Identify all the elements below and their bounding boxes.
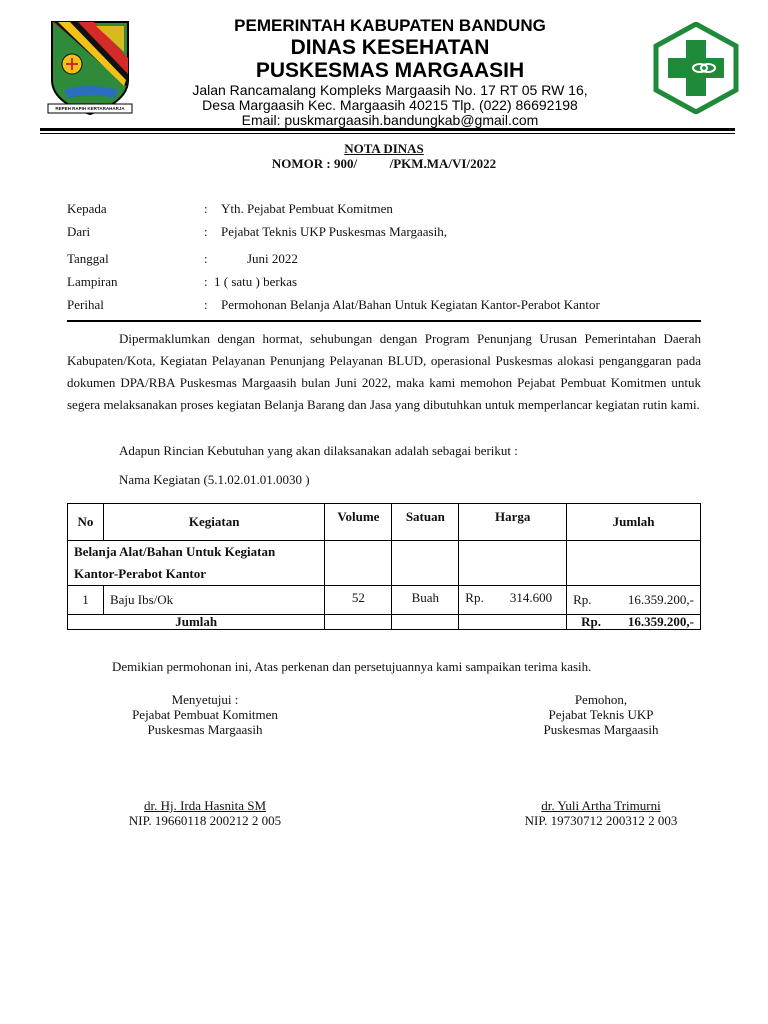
sig-left-line2: Pejabat Pembuat Komitmen — [132, 707, 278, 722]
empty-cell — [459, 541, 567, 586]
table-total-row — [68, 615, 701, 630]
sig-left-name: dr. Hj. Irda Hasnita SM — [143, 798, 267, 813]
meta-value-perihal: Permohonan Belanja Alat/Bahan Untuk Kegiatan Kantor-Perabot Kantor — [221, 297, 600, 312]
meta-label-lampiran: Lampiran — [67, 274, 118, 289]
nama-kegiatan: Nama Kegiatan (5.1.02.01.01.0030 ) — [119, 472, 310, 487]
table-header-row — [68, 504, 701, 541]
header-kegiatan: Kegiatan — [103, 504, 324, 541]
signature-block-right — [496, 692, 706, 828]
row-jumlah-value: 16.359.200,- — [627, 592, 694, 607]
empty-cell — [392, 615, 459, 630]
sig-left-nip: NIP. 19660118 200212 2 005 — [128, 813, 282, 828]
meta-value-tanggal: Juni 2022 — [221, 251, 298, 266]
meta-colon: : — [204, 274, 208, 289]
body-paragraph-2: Adapun Rincian Kebutuhan yang akan dilaksanakan adalah sebagai berikut : — [119, 443, 518, 458]
header-satuan: Satuan — [392, 504, 459, 541]
letterhead-email: Email: puskmargaasih.bandungkab@gmail.com — [241, 112, 539, 128]
row-kegiatan: Baju Ibs/Ok — [103, 586, 324, 615]
meta-colon: : — [204, 251, 208, 266]
letterhead-divider-thin — [40, 133, 735, 134]
row-jumlah-currency: Rp. — [573, 592, 592, 607]
empty-cell — [459, 615, 567, 630]
signature-space — [100, 737, 310, 798]
total-value: 16.359.200,- — [627, 614, 694, 629]
meta-divider — [67, 320, 701, 322]
row-no: 1 — [68, 586, 104, 615]
letterhead-unit: PUSKESMAS MARGAASIH — [255, 59, 525, 82]
table-group-row — [68, 541, 701, 586]
letterhead-agency: DINAS KESEHATAN — [290, 36, 490, 59]
rincian-table — [67, 503, 701, 630]
sig-right-name: dr. Yuli Artha Trimurni — [541, 798, 661, 813]
meta-value-dari: Pejabat Teknis UKP Puskesmas Margaasih, — [221, 224, 447, 239]
sig-right-line2: Pejabat Teknis UKP — [548, 707, 654, 722]
sig-right-nip: NIP. 19730712 200312 2 003 — [524, 813, 678, 828]
header-jumlah: Jumlah — [567, 504, 701, 541]
empty-cell — [325, 615, 392, 630]
body-paragraph-1: Dipermaklumkan dengan hormat, sehubungan dengan Program Penunjang Urusan Pemerintahan Daerah Kabupaten/Kota, Kegiatan Pelayanan Penunjang Pelayanan BLUD, operasional Puskesmas alokasi penganggaran pada dokumen DPA/RBA Puskesmas Margaasih bulan Juni 2022, maka kami memohon Pejabat Pembuat Komitmen untuk segera melaksanakan proses kegiatan Belanja Barang dan Jasa yang dibutuhkan untuk memperlancar kegiatan rutin kami. — [67, 331, 701, 412]
row-harga — [459, 586, 567, 615]
total-value-cell — [567, 615, 701, 630]
document-number: NOMOR : 900/ /PKM.MA/VI/2022 — [271, 156, 497, 171]
total-label: Jumlah — [68, 615, 325, 630]
group-title: Belanja Alat/Bahan Untuk Kegiatan Kantor-Perabot Kantor — [68, 541, 325, 586]
signature-block-left — [100, 692, 310, 828]
row-harga-value: 314.600 — [509, 590, 553, 605]
signature-space — [496, 737, 706, 798]
meta-value-lampiran: 1 ( satu ) berkas — [214, 274, 298, 289]
row-jumlah — [567, 586, 701, 615]
empty-cell — [567, 541, 701, 586]
letterhead-gov-name: PEMERINTAH KABUPATEN BANDUNG — [234, 16, 546, 35]
header-harga: Harga — [459, 504, 567, 541]
meta-colon: : — [204, 224, 208, 239]
sig-right-line1: Pemohon, — [574, 692, 628, 707]
header-volume: Volume — [325, 504, 392, 541]
sig-right-line3: Puskesmas Margaasih — [543, 722, 659, 737]
meta-label-perihal: Perihal — [67, 297, 104, 312]
row-harga-currency: Rp. — [465, 590, 484, 605]
document-title: NOTA DINAS — [344, 141, 424, 156]
puskesmas-cross-icon — [650, 22, 742, 114]
meta-label-tanggal: Tanggal — [67, 251, 109, 266]
sig-left-line1: Menyetujui : — [171, 692, 239, 707]
kabupaten-bandung-emblem-icon — [44, 18, 136, 118]
total-currency: Rp. — [581, 614, 601, 629]
table-row — [68, 586, 701, 615]
empty-cell — [325, 541, 392, 586]
empty-cell — [392, 541, 459, 586]
sig-left-line3: Puskesmas Margaasih — [147, 722, 263, 737]
meta-label-kepada: Kepada — [67, 201, 107, 216]
meta-colon: : — [204, 201, 208, 216]
meta-label-dari: Dari — [67, 224, 91, 239]
row-volume: 52 — [325, 586, 392, 615]
header-no: No — [68, 504, 104, 541]
meta-colon: : — [204, 297, 208, 312]
row-satuan: Buah — [392, 586, 459, 615]
letterhead-divider — [40, 128, 735, 131]
meta-value-kepada: Yth. Pejabat Pembuat Komitmen — [221, 201, 393, 216]
emblem-banner-text: REPEH RAPIH KERTARAHARJA — [55, 106, 125, 111]
closing-text: Demikian permohonan ini, Atas perkenan dan persetujuannya kami sampaikan terima kasih. — [112, 659, 592, 674]
letterhead-address-1: Jalan Rancamalang Kompleks Margaasih No. 17 RT 05 RW 16, — [192, 82, 588, 98]
letterhead-address-2: Desa Margaasih Kec. Margaasih 40215 Tlp. (022) 86692198 — [202, 97, 578, 113]
